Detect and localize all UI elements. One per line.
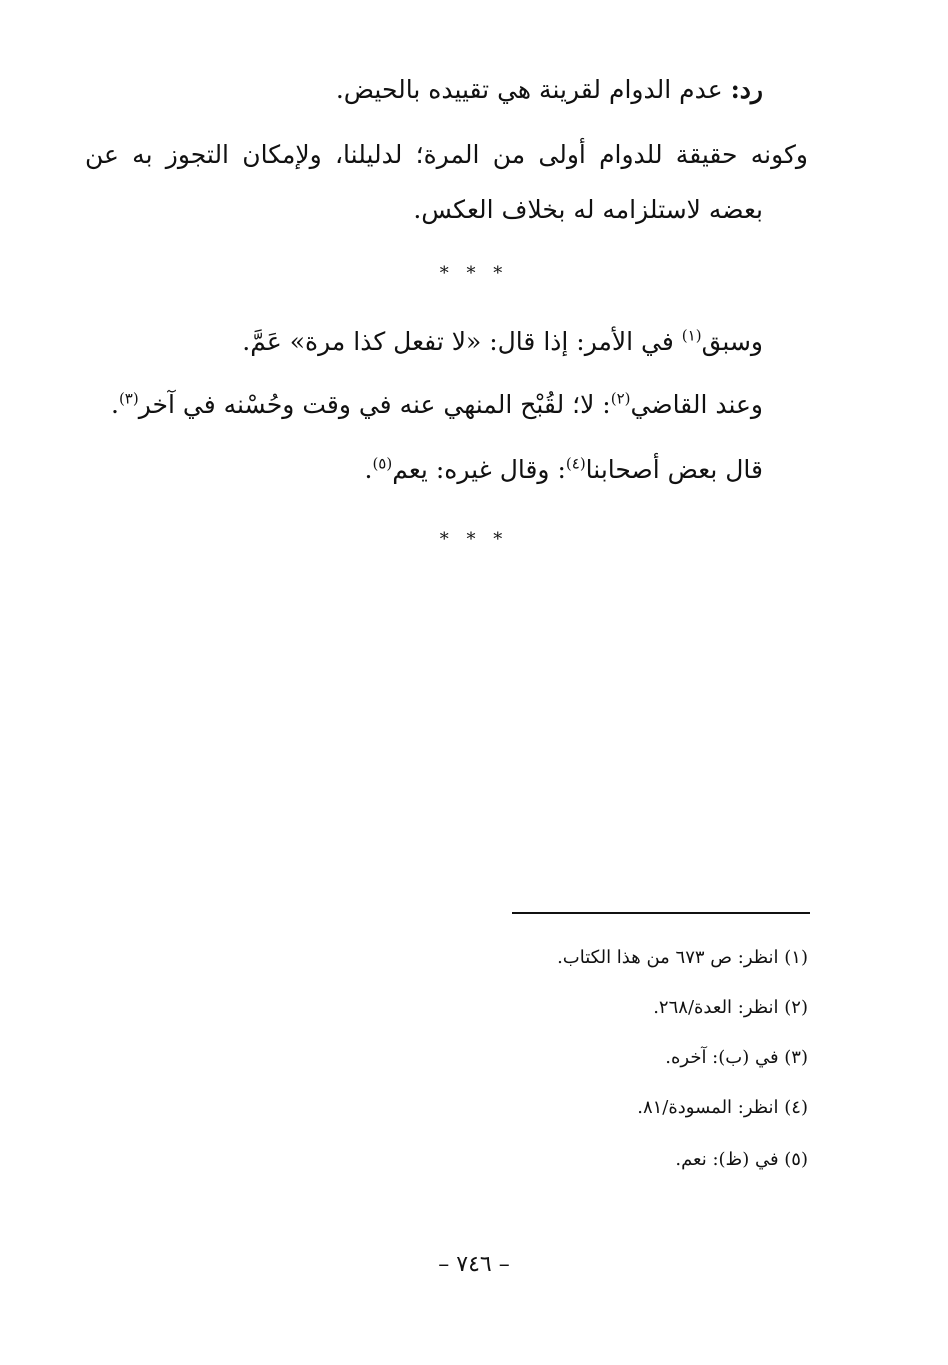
footnote-ref-4: (٤) [565, 454, 586, 473]
footnote-ref-5: (٥) [372, 454, 393, 473]
rebuttal-line [336, 70, 763, 110]
paragraph-5-text-c: . [364, 455, 373, 484]
footnote-ref-3: (٣) [118, 389, 139, 408]
paragraph-5-line [364, 450, 763, 490]
paragraph-2-line-1: وكونه حقيقة للدوام أولى من المرة؛ لدليلنا، ولإمكان التجوز به عن [85, 140, 808, 169]
footnote-4: (٤) انظر: المسودة/٨١. [637, 1097, 808, 1118]
footnote-ref-2: (٢) [610, 389, 631, 408]
paragraph-3-text-a: وسبق [701, 327, 763, 356]
rebuttal-label: رد: [730, 75, 763, 104]
paragraph-4-text-c: . [110, 390, 119, 419]
paragraph-4-line [111, 385, 763, 425]
paragraph-4-text-b: : لا؛ لقُبْح المنهي عنه في وقت وحُسْنه في آخر [138, 390, 611, 419]
paragraph-5-text-a: قال بعض أصحابنا [585, 455, 763, 484]
footnote-ref-1: (١) [681, 326, 702, 345]
paragraph-2-line-2: بعضه لاستلزامه له بخلاف العكس. [413, 195, 763, 224]
footnote-1: (١) انظر: ص ٦٧٣ من هذا الكتاب. [557, 947, 808, 968]
footnote-2: (٢) انظر: العدة/٢٦٨. [653, 997, 808, 1018]
footnote-3: (٣) في (ب): آخره. [665, 1047, 808, 1068]
rebuttal-text: عدم الدوام لقرينة هي تقييده بالحيض. [335, 75, 731, 104]
paragraph-3-line [242, 322, 763, 362]
paragraph-3-text-b: في الأمر: إذا قال: «لا تفعل كذا مرة» عَمَّ. [242, 327, 682, 356]
section-separator-2: * * * [439, 529, 509, 550]
page-number: – ٧٤٦ – [438, 1252, 510, 1277]
paragraph-4-text-a: وعند القاضي [630, 390, 763, 419]
paragraph-5-text-b: : وقال غيره: يعم [392, 455, 566, 484]
footnote-divider [512, 912, 810, 914]
footnote-5: (٥) في (ظ): نعم. [675, 1149, 808, 1170]
section-separator-1: * * * [439, 263, 509, 284]
